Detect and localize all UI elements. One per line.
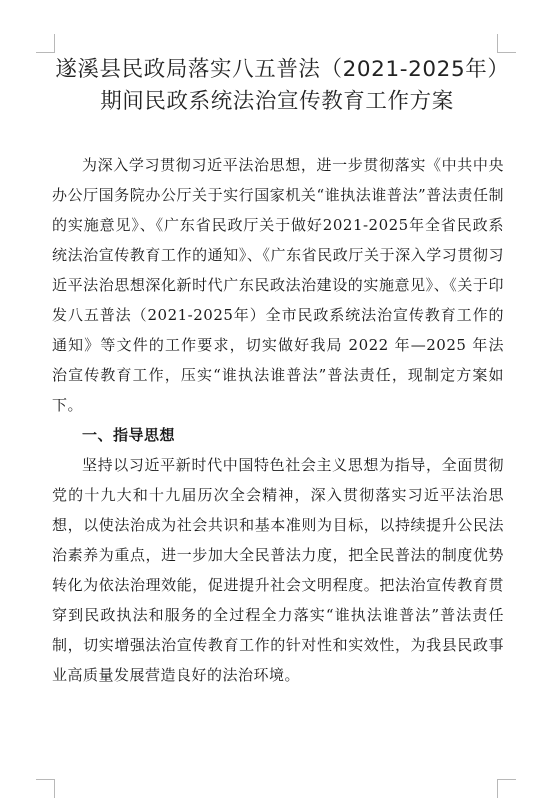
margin-mark-bottom-right: [497, 779, 516, 798]
document-title: 遂溪县民政局落实八五普法（2021-2025年）期间民政系统法治宣传教育工作方案: [55, 57, 499, 114]
margin-mark-bottom-left: [36, 779, 55, 798]
section-paragraph-guiding-ideology: 坚持以习近平新时代中国特色社会主义思想为指导，全面贯彻党的十九大和十九届历次全会精神，深入贯彻落实习近平法治思想，以使法治成为社会共识和基本准则为目标，以持续提升公民法治素养为重点，进一步加大全民普法力度，把全民普法的制度优势转化为依法治理效能，促进提升社会文明程度。把法治宣传教育贯穿到民政执法和服务的全过程全力落实“谁执法谁普法”普法责任制，切实增强法治宣传教育工作的针对性和实效性，为我县民政事业高质量发展营造良好的法治环境。: [52, 456, 504, 684]
intro-paragraph: 为深入学习贯彻习近平法治思想，进一步贯彻落实《中共中央办公厅国务院办公厅关于实行国家机关“谁执法谁普法”普法责任制的实施意见》、《广东省民政厅关于做好2021-2025年全省民政系统法治宣传教育工作的通知》、《广东省民政厅关于深入学习贯彻习近平法治思想深化新时代广东民政法治建设的实施意见》、《关于印发八五普法（2021-2025年）全市民政系统法治宣传教育工作的通知》等文件的工作要求，切实做好我局 2022 年—2025 年法治宣传教育工作，压实“谁执法谁普法”普法责任，现制定方案如下。: [52, 156, 504, 414]
margin-mark-top-right: [497, 34, 516, 53]
margin-mark-top-left: [36, 34, 55, 53]
section-heading-guiding-ideology: 一、指导思想: [82, 426, 176, 444]
document-body: [52, 150, 504, 690]
